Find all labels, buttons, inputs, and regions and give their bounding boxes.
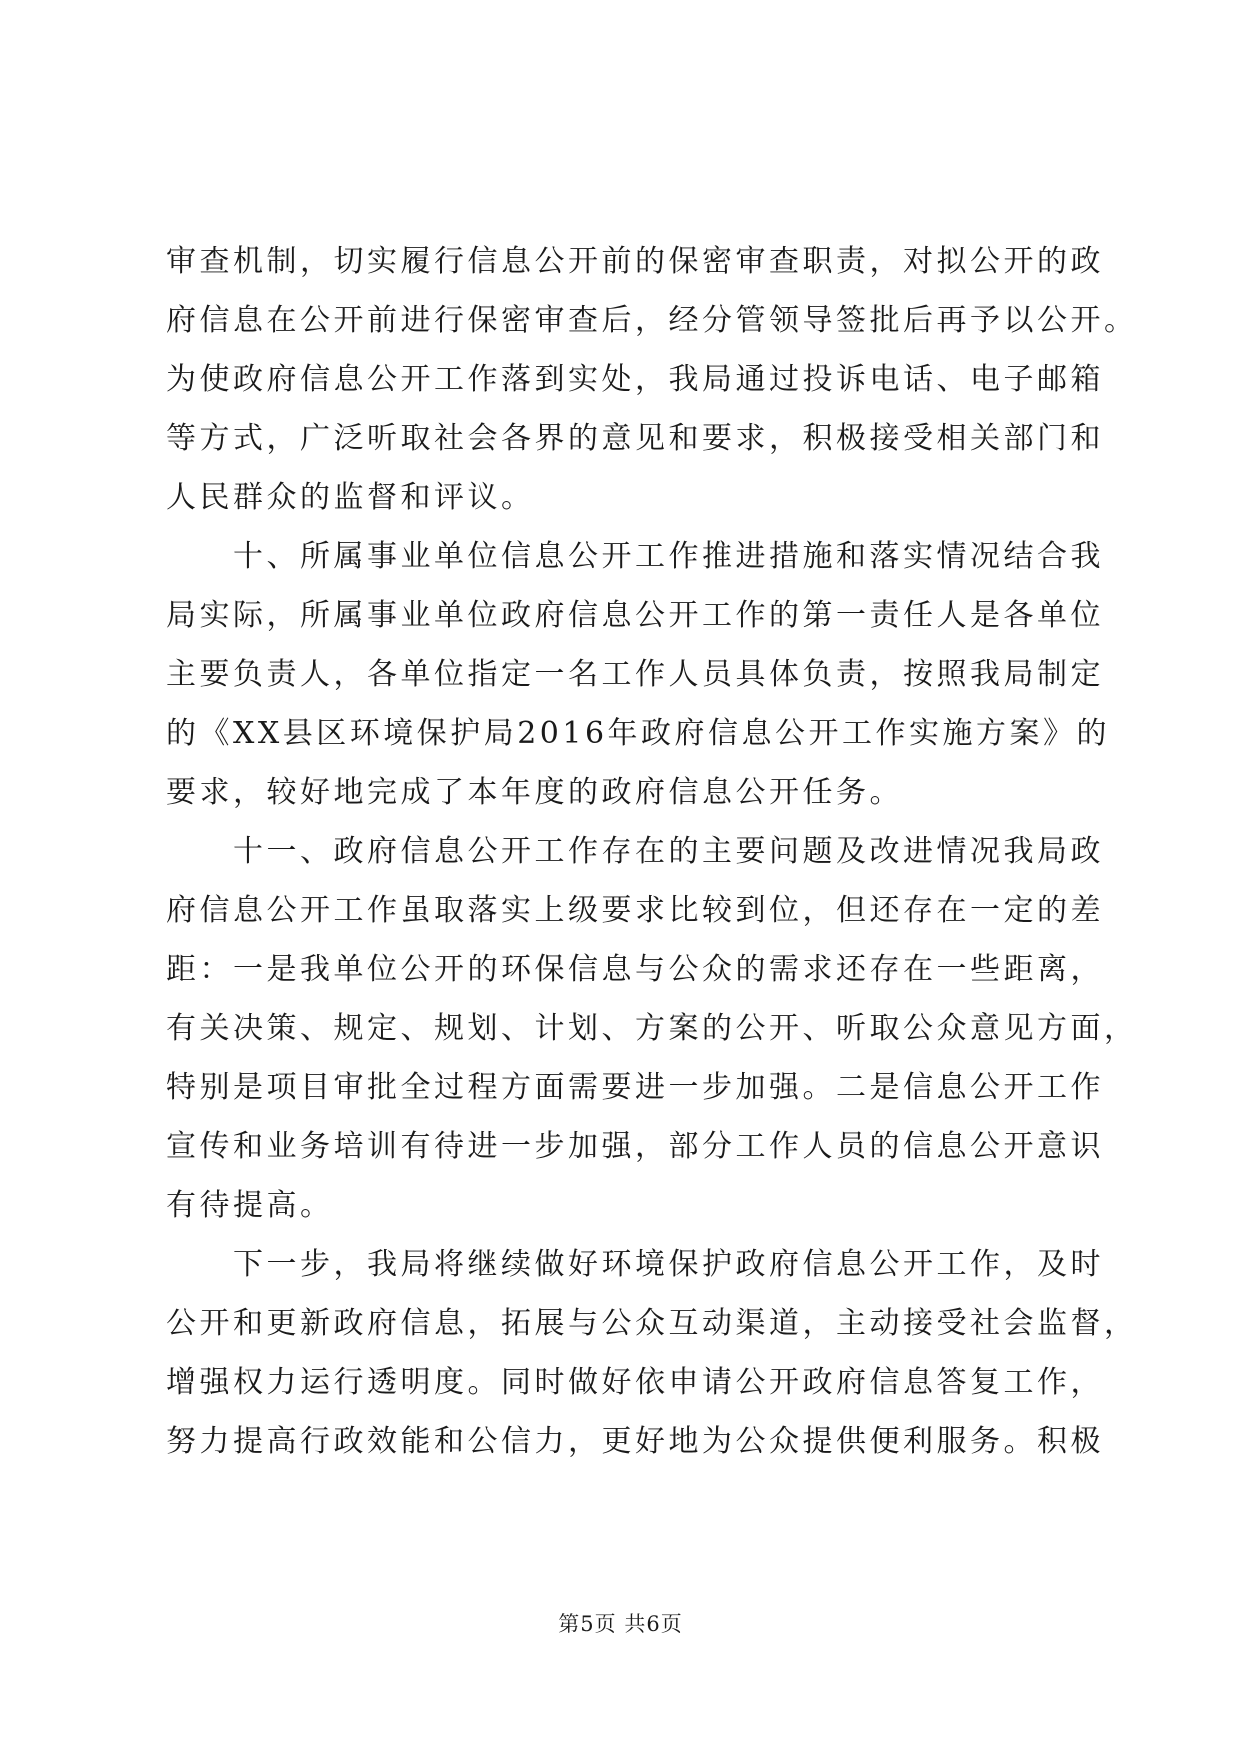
text-line: 特别是项目审批全过程方面需要进一步加强。二是信息公开工作 (166, 1070, 1104, 1105)
text-line: 府信息公开工作虽取落实上级要求比较到位，但还存在一定的差 (166, 893, 1104, 928)
text-line: 十一、政府信息公开工作存在的主要问题及改进情况我局政 (166, 834, 1104, 869)
text-line: 人民群众的监督和评议。 (166, 480, 535, 515)
text-line: 府信息在公开前进行保密审查后，经分管领导签批后再予以公开。 (166, 303, 1138, 338)
text-line: 下一步，我局将继续做好环境保护政府信息公开工作，及时 (166, 1247, 1104, 1282)
document-body (166, 232, 1138, 1471)
text-line: 审查机制，切实履行信息公开前的保密审查职责，对拟公开的政 (166, 244, 1104, 279)
text-line: 为使政府信息公开工作落到实处，我局通过投诉电话、电子邮箱 (166, 362, 1104, 397)
text-line: 增强权力运行透明度。同时做好依申请公开政府信息答复工作， (166, 1365, 1104, 1400)
text-line: 努力提高行政效能和公信力，更好地为公众提供便利服务。积极 (166, 1424, 1104, 1459)
text-line: 主要负责人，各单位指定一名工作人员具体负责，按照我局制定 (166, 657, 1104, 692)
text-line: 有待提高。 (166, 1188, 334, 1223)
text-line: 十、所属事业单位信息公开工作推进措施和落实情况结合我 (166, 539, 1104, 574)
text-line: 要求，较好地完成了本年度的政府信息公开任务。 (166, 775, 903, 810)
text-line: 宣传和业务培训有待进一步加强，部分工作人员的信息公开意识 (166, 1129, 1104, 1164)
text-line: 公开和更新政府信息，拓展与公众互动渠道，主动接受社会监督， (166, 1306, 1138, 1341)
text-line: 的《XX县区环境保护局2016年政府信息公开工作实施方案》的 (166, 716, 1111, 751)
page-number-footer: 第5页 共6页 (558, 1612, 683, 1636)
text-line: 局实际，所属事业单位政府信息公开工作的第一责任人是各单位 (166, 598, 1104, 633)
text-line: 有关决策、规定、规划、计划、方案的公开、听取公众意见方面， (166, 1011, 1138, 1046)
text-line: 等方式，广泛听取社会各界的意见和要求，积极接受相关部门和 (166, 421, 1104, 456)
text-line: 距：一是我单位公开的环保信息与公众的需求还存在一些距离， (166, 952, 1104, 987)
